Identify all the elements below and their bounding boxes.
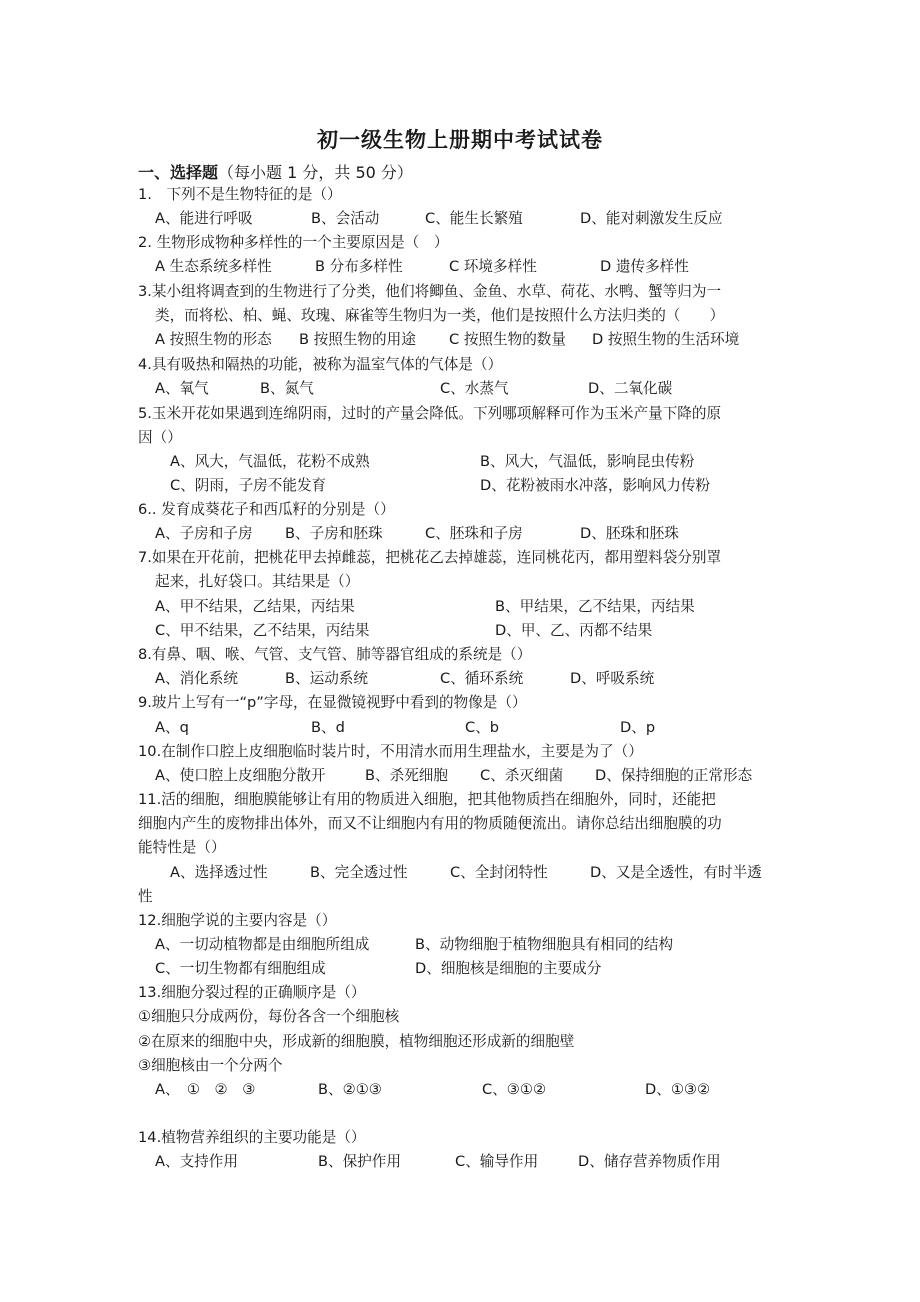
option-a: A、甲不结果，乙结果，丙结果 xyxy=(155,598,355,615)
option-b: B、甲结果，乙不结果，丙结果 xyxy=(495,598,695,615)
option-c: C 按照生物的数量 xyxy=(449,331,566,348)
option-c: C、③①② xyxy=(482,1081,547,1098)
question-stem: 3.某小组将调查到的生物进行了分类，他们将鲫鱼、金鱼、水草、荷花、水鸭、蟹等归为一 xyxy=(138,283,722,300)
question-stem: 2. 生物形成物种多样性的一个主要原因是（ ） xyxy=(138,234,449,251)
question-stem: 1. 下列不是生物特征的是（） xyxy=(138,186,342,203)
option-d: D、储存营养物质作用 xyxy=(578,1153,721,1170)
option-a: A、氧气 xyxy=(155,380,209,397)
option-d: D、二氧化碳 xyxy=(588,380,673,397)
question-stem-continued: 能特性是（） xyxy=(138,839,226,856)
option-a: A 按照生物的形态 xyxy=(155,331,272,348)
option-b: B 按照生物的用途 xyxy=(299,331,416,348)
question-stem: 7.如果在开花前，把桃花甲去掉雌蕊，把桃花乙去掉雄蕊，连同桃花丙，都用塑料袋分别罩 xyxy=(138,549,722,566)
option-a: A、支持作用 xyxy=(155,1153,238,1170)
option-b: B、d xyxy=(311,719,345,736)
option-d: D、p xyxy=(620,719,656,736)
option-b: B、②①③ xyxy=(318,1081,382,1098)
question-stem-continued: 类，而将松、柏、蝇、玫瑰、麻雀等生物归为一类，他们是按照什么方法归类的（ ） xyxy=(155,307,725,324)
option-d: D、甲、乙、丙都不结果 xyxy=(495,622,653,639)
question-stem-continued: 起来，扎好袋口。其结果是（） xyxy=(155,573,360,590)
option-d: D、细胞核是细胞的主要成分 xyxy=(415,960,602,977)
option-c: C 环境多样性 xyxy=(449,258,537,275)
page-title: 初一级生物上册期中考试试卷 xyxy=(317,128,603,152)
option-a: A、能进行呼吸 xyxy=(155,210,253,227)
option-b: B、会活动 xyxy=(311,210,380,227)
option-c: C、甲不结果，乙不结果，丙结果 xyxy=(155,622,370,639)
option-b: B、氮气 xyxy=(260,380,314,397)
option-a: A、子房和子房 xyxy=(155,525,253,542)
option-c: C、循环系统 xyxy=(440,670,524,687)
step-item: ①细胞只分成两份，每份各含一个细胞核 xyxy=(138,1008,400,1025)
option-a: A、 ① ② ③ xyxy=(155,1081,256,1098)
option-c: C、全封闭特性 xyxy=(450,864,548,881)
option-c: C、能生长繁殖 xyxy=(425,210,523,227)
option-b: B、完全透过性 xyxy=(310,864,408,881)
option-a: A、使口腔上皮细胞分散开 xyxy=(155,767,326,784)
question-stem: 13.细胞分裂过程的正确顺序是（） xyxy=(138,984,366,1001)
option-c: C、输导作用 xyxy=(455,1153,539,1170)
question-stem: 10.在制作口腔上皮细胞临时装片时，不用清水而用生理盐水，主要是为了（） xyxy=(138,743,643,760)
option-b: B、子房和胚珠 xyxy=(285,525,383,542)
step-item: ③细胞核由一个分两个 xyxy=(138,1057,283,1074)
option-b: B、动物细胞于植物细胞具有相同的结构 xyxy=(415,936,674,953)
option-d: D、胚珠和胚珠 xyxy=(580,525,679,542)
question-stem: 9.玻片上写有一“p”字母，在显微镜视野中看到的物像是（） xyxy=(138,694,527,711)
option-b: B、风大，气温低，影响昆虫传粉 xyxy=(480,453,695,470)
option-wrap: 性 xyxy=(138,888,153,905)
option-b: B、运动系统 xyxy=(285,670,368,687)
option-a: A、消化系统 xyxy=(155,670,238,687)
option-d: D 按照生物的生活环境 xyxy=(592,331,740,348)
question-stem: 5.玉米开花如果遇到连绵阴雨，过时的产量会降低。下列哪项解释可作为玉米产量下降的原 xyxy=(138,405,722,422)
section-heading xyxy=(138,160,413,183)
option-c: C、b xyxy=(465,719,500,736)
option-d: D 遗传多样性 xyxy=(600,258,689,275)
question-stem: 6.. 发育成葵花子和西瓜籽的分别是（） xyxy=(138,501,395,518)
option-c: C、胚珠和子房 xyxy=(425,525,523,542)
question-stem: 8.有鼻、咽、喉、气管、支气管、肺等器官组成的系统是（） xyxy=(138,646,532,663)
option-d: D、呼吸系统 xyxy=(570,670,655,687)
option-b: B 分布多样性 xyxy=(315,258,403,275)
question-stem: 4.具有吸热和隔热的功能，被称为温室气体的气体是（） xyxy=(138,356,503,373)
option-a: A 生态系统多样性 xyxy=(155,258,272,275)
question-stem-continued: 因（） xyxy=(138,429,182,446)
option-c: C、阴雨，子房不能发育 xyxy=(170,477,327,494)
section-note: （每小题 1 分，共 50 分） xyxy=(218,163,413,182)
option-a: A、选择透过性 xyxy=(170,864,268,881)
option-d: D、保持细胞的正常形态 xyxy=(595,767,753,784)
option-b: B、保护作用 xyxy=(318,1153,401,1170)
option-d: D、能对刺激发生反应 xyxy=(580,210,723,227)
step-item: ②在原来的细胞中央，形成新的细胞膜，植物细胞还形成新的细胞壁 xyxy=(138,1033,575,1050)
question-stem-continued: 细胞内产生的废物排出体外，而又不让细胞内有用的物质随便流出。请你总结出细胞膜的功 xyxy=(138,815,722,832)
option-a: A、风大，气温低，花粉不成熟 xyxy=(170,453,370,470)
question-stem: 14.植物营养组织的主要功能是（） xyxy=(138,1129,366,1146)
question-stem: 12.细胞学说的主要内容是（） xyxy=(138,912,337,929)
option-d: D、花粉被雨水冲落，影响风力传粉 xyxy=(480,477,711,494)
question-stem: 11.活的细胞，细胞膜能够让有用的物质进入细胞，把其他物质挡在细胞外，同时，还能把 xyxy=(138,791,716,808)
option-c: C、一切生物都有细胞组成 xyxy=(155,960,326,977)
option-a: A、q xyxy=(155,719,189,736)
option-c: C、杀灭细菌 xyxy=(480,767,564,784)
option-d: D、又是全透性，有时半透 xyxy=(590,864,762,881)
option-d: D、①③② xyxy=(645,1081,711,1098)
option-b: B、杀死细胞 xyxy=(365,767,448,784)
option-c: C、水蒸气 xyxy=(440,380,509,397)
option-a: A、一切动植物都是由细胞所组成 xyxy=(155,936,370,953)
section-name: 一、选择题 xyxy=(138,163,219,182)
